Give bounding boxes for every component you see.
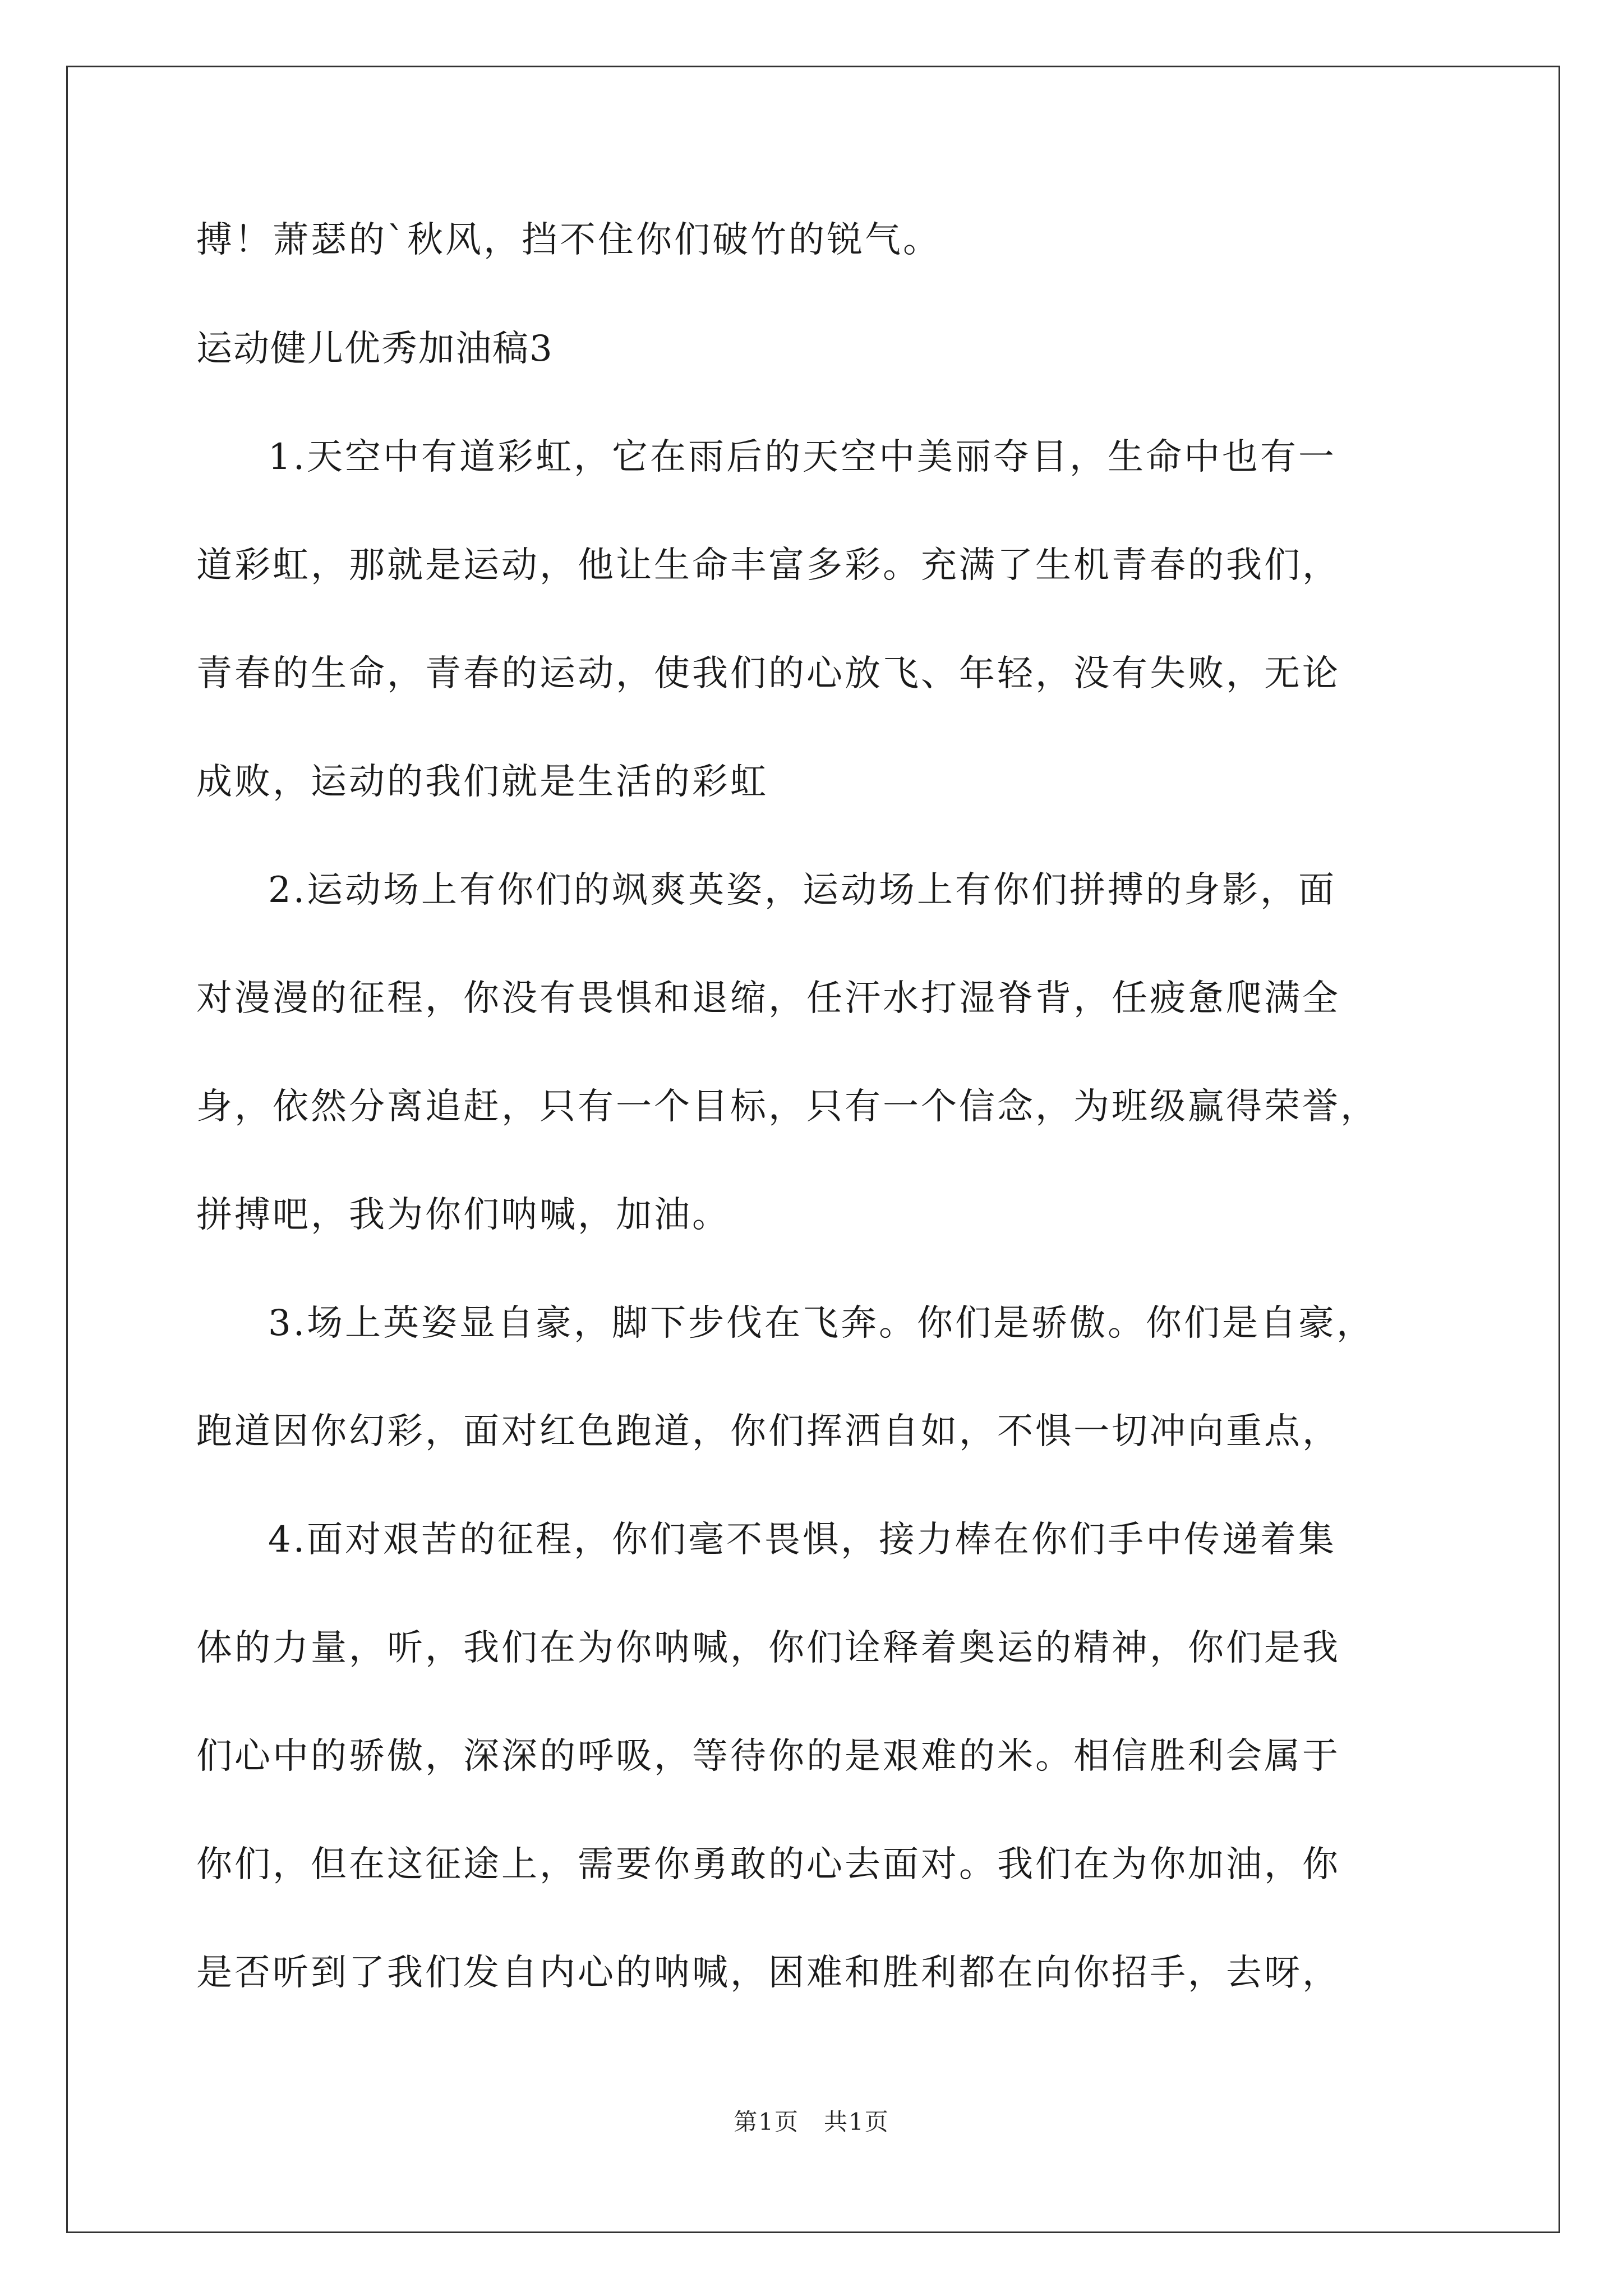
section-heading: 运动健儿优秀加油稿3 <box>196 328 554 370</box>
paragraph-2-line: 对漫漫的征程，你没有畏惧和退缩，任汗水打湿脊背，任疲惫爬满全 <box>196 978 1340 1019</box>
paragraph-4-line: 是否听到了我们发自内心的呐喊，困难和胜利都在向你招手，去呀， <box>196 1952 1340 1994</box>
document-body <box>196 213 1430 2000</box>
paragraph-2-line: 拼搏吧，我为你们呐喊，加油。 <box>196 1194 730 1236</box>
paragraph-4-line: 体的力量，听，我们在为你呐喊，你们诠释着奥运的精神，你们是我 <box>196 1627 1340 1669</box>
page-number: 第1页 <box>734 2108 799 2136</box>
paragraph-2-line: 身，依然分离追赶，只有一个目标，只有一个信念，为班级赢得荣誉， <box>196 1086 1378 1128</box>
page-total: 共1页 <box>824 2108 889 2136</box>
page-footer <box>0 2108 1623 2136</box>
paragraph-3-line: 3.场上英姿显自豪，脚下步伐在飞奔。你们是骄傲。你们是自豪， <box>268 1303 1375 1344</box>
paragraph-1-line: 青春的生命，青春的运动，使我们的心放飞、年轻，没有失败，无论 <box>196 653 1340 694</box>
paragraph-4-line: 们心中的骄傲，深深的呼吸，等待你的是艰难的米。相信胜利会属于 <box>196 1736 1340 1777</box>
text-line: 搏！萧瑟的`秋风，挡不住你们破竹的锐气。 <box>196 219 941 261</box>
paragraph-1-line: 1.天空中有道彩虹，它在雨后的天空中美丽夺目，生命中也有一 <box>268 436 1337 478</box>
paragraph-1-line: 道彩虹，那就是运动，他让生命丰富多彩。充满了生机青春的我们， <box>196 545 1340 586</box>
paragraph-4-line: 4.面对艰苦的征程，你们毫不畏惧，接力棒在你们手中传递着集 <box>268 1519 1337 1561</box>
paragraph-3-line: 跑道因你幻彩，面对红色跑道，你们挥洒自如，不惧一切冲向重点， <box>196 1411 1340 1452</box>
paragraph-4-line: 你们，但在这征途上，需要你勇敢的心去面对。我们在为你加油，你 <box>196 1844 1340 1885</box>
paragraph-2-line: 2.运动场上有你们的飒爽英姿，运动场上有你们拼搏的身影，面 <box>268 869 1337 911</box>
paragraph-1-line: 成败，运动的我们就是生活的彩虹 <box>196 761 768 803</box>
